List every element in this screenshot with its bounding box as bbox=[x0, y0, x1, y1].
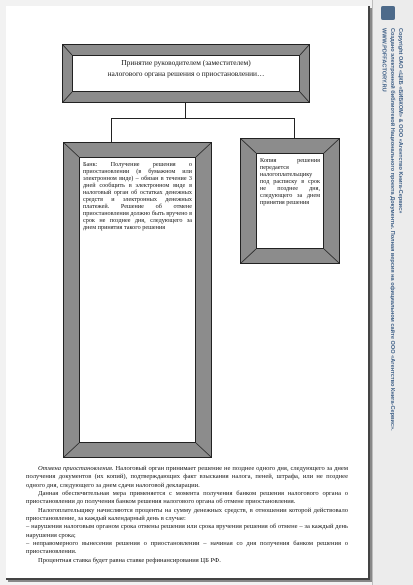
paragraph-cancellation bbox=[26, 465, 348, 490]
copy-box-text: Копия решения передается налогоплательщику под расписку в срок не позднее дня, следующего за днем принятия решения bbox=[256, 153, 324, 249]
paragraph-text: Налоговый орган принимает решение не позднее одного дня, следующего за днем получения документов (их копий), подтверждающих факт взыскания налога, пеней, штрафа, или не позднее одного дня, следующего за днем сдачи налоговой декларации. bbox=[26, 465, 348, 489]
connector-left-down bbox=[111, 118, 112, 142]
connector-right-down bbox=[294, 118, 295, 138]
side-banner bbox=[372, 0, 413, 585]
side-banner-line: WWW.PDFFACTORY.RU bbox=[380, 28, 387, 92]
side-banner-line: Создано электронной библиотекой Национального проекта Документы. Полная версия на официальном сайте ООО «Агентство Книга-Сервис». bbox=[388, 28, 395, 431]
bank-box-text: Банк: Получение решения о приостановлении (в бумажном или электронном виде) – обязан в течение 3 дней сообщить в электронном виде в налоговый орган об остатках денежных средств и электронных денежных платежей. Решение об отмене приостановления должно быть вручено в срок не позднее дня, следующего за днем принятия такого решения bbox=[79, 157, 196, 443]
paragraph: Налогоплательщику начисляются проценты на сумму денежных средств, в отношении которой действовало приостановление, за каждый календарный день в случае: bbox=[26, 506, 348, 523]
list-item: – неправомерного вынесения решения о приостановлении – начиная со дня получения банком решения о приостановлении. bbox=[26, 540, 348, 556]
body-text bbox=[26, 465, 348, 565]
side-banner-line: Copyright ОАО «ЦКБ «БИБКОМ» & ООО «Aгентство Kнига-Cервис» bbox=[397, 28, 404, 214]
bank-box bbox=[63, 142, 212, 458]
top-box-line2: налогового органа решения о приостановлении… bbox=[107, 68, 265, 78]
side-banner-text bbox=[379, 28, 404, 431]
copy-decision-box bbox=[240, 138, 340, 264]
top-box-line1: Принятие руководителем (заместителем) bbox=[121, 58, 251, 67]
paragraph-lead: Отмена приостановления. bbox=[38, 465, 114, 472]
publisher-logo-icon bbox=[381, 6, 395, 20]
paragraph: Данная обеспечительная мера применяется с момента получения банком решения налогового органа о приостановлении до получения банком решения налогового органа об отмене приостановления. bbox=[26, 490, 348, 506]
list-item: – нарушения налоговым органом срока отмены решения или срока вручения решения об отмене – за каждый день нарушения срока; bbox=[26, 523, 348, 539]
top-decision-box bbox=[62, 44, 310, 103]
connector-horizontal bbox=[111, 118, 294, 119]
paragraph: Процентная ставка будет равна ставке рефинансирования ЦБ РФ. bbox=[38, 556, 221, 564]
